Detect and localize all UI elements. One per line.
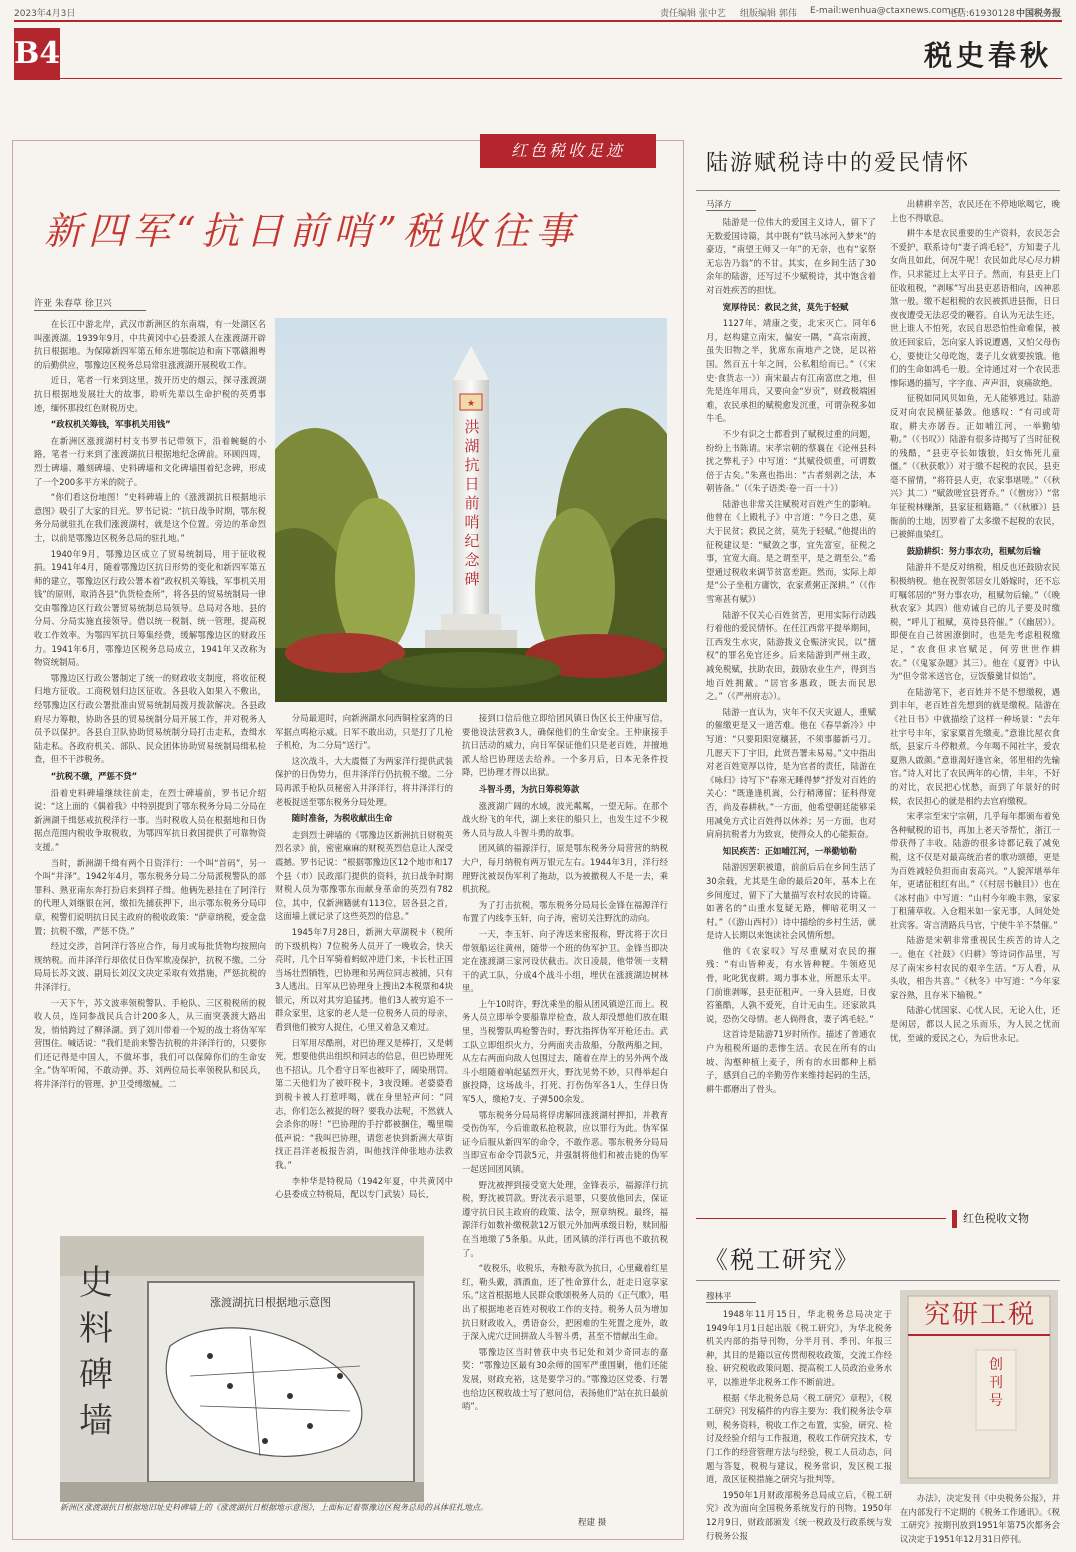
left-article-column-2 [275, 712, 453, 1236]
paragraph: 为了打击抗税，鄂东税务分局局长金锋在福源洋行布置了内线李玉轩，向子涛，密切关注野沈的动向。 [462, 899, 668, 924]
issue-date: 2023年4月3日 [14, 9, 76, 19]
paragraph: 陆游也非常关注赋税对百姓产生的影响。他曾在《上殿札子》中言道：“今日之患，莫大于民贫；救民之贫，莫先于轻赋。”他提出的征税建议是：“赋敛之事，宜先富室，征税之事，宜宽大商。是之谓至平，是之谓至公。”希望通过税收来调节贫富差距。然而，实际上却是“公子坐租方庸饮，农家煮粥正深耕。”（《作雪寒甚有赋》） [706, 498, 876, 605]
journal-cover-subtitle: 创刊号 [989, 1357, 1003, 1409]
paragraph: 陆游因罢职被遣，前前后后在乡间生活了30余载，尤其是生命的最后20年，基本上在乡间度过，留下了大量描写农村农民的诗篇。如著名的“山重水复疑无路，柳暗花明又一村。”（《游山西村》）诗中描绘的乡村生活，就是诗人长期以来饱读社会风情所想。 [706, 862, 876, 941]
left-article-title: 新四军“抗日前哨”税收往事 [44, 209, 579, 253]
paragraph: 他的《农家叹》写尽重赋对农民的摧残：“有山皆种麦，有水皆种粳。牛领疮见骨，叱叱犹夜耕。竭力事本业，所愿乐太平。门前谁剥啄，县吏征租声。一身入县庭，日夜笞箠酷，人孰不爱死，自计无由生。还家欲具说，恐伤父母情。老人倘得食，妻子鸿毛轻。” [706, 945, 876, 1024]
paragraph: 1940年9月，鄂豫边区成立了贸易统制局，用于征收税捐。1941年4月，随着鄂豫边区抗日形势的变化和新四军第五师的建立，鄂豫边区行政公署本着“政权机关筹钱，军事机关用钱”的原则，取消各县“仇货检查所”，将各县的贸易统制局一律交由鄂豫边区行政公署贸易统制总局领导。总局对各地、县的分局、分局实施直接领导。借以统一税制、统一管理，提高税收工作效率。为鄂四军抗日筹集经费，缓解鄂豫边区的财政压力。1941年6月，鄂豫边区税务总局成立，1941年又改称为物资统制局。 [34, 548, 266, 668]
paragraph: 鄂豫边区行政公署制定了统一的财政收支制度，将收征税归地方征收。工商税划归边区征收。各县收入如果入不敷出，经鄂豫边区行政公署批准由贸易统制局拨月拨款解决。各县政府尽力筹粮，协助各县的贸易统制分局开展工作，并对税务人员予以保护。各县自卫队协助贸易统制分局打击走私，查缉水陆走私。各政府机关、部队、民众团体协助贸易统制局缉私检查，但不干涉税务。 [34, 672, 266, 765]
paragraph: 李仲华是特税局（1942年夏，中共黄冈中心县委成立特税局，配以专门武装）局长， [275, 1175, 453, 1200]
paragraph: 1948年11月15日，华北税务总局决定于1949年1月1日起出版《税工研究》，为华北税务机关内部的指导刊物，分半月刊、季刊、年报三种，其目的是籍以宣传贯彻税收政策，交流工作经验、研究税收政策问题、提高税工人员政治业务水平，以推进华北税务工作不断前进。 [706, 1309, 892, 1387]
paragraph: 耕牛本是农民重要的生产资料，农民怎会不爱护，联系诗句“妻子鸿毛轻”，方知妻子儿女尚且如此，何况牛呢！农民如此尽心尽力耕作，只求能过上太平日子。然而，有县吏上门征收租税，“剥啄”写出县吏恶语相向，凶神恶煞一般。缴不起租税的农民被抓进县衙，日日夜夜遭受无法忍受的鞭笞。自认为无法生还，世上谁人不怕死，农民自思恐怕性命难保，被放还回家后，怎向家人诉说遭遇，又怕父母伤心，要使让父母吃饱，妻子儿女就要挨饿。他们的生命如鸿毛一般。全诗通过对一个农民悲惨际遇的描写，字字血、声声泪，哀痛欲绝。 [890, 228, 1060, 388]
header-strip [0, 0, 1076, 20]
paragraph: 宋孝宗至宋宁宗朝，几乎每年都颁布着免各种赋税的诏书，再加上老天爷帮忙，浙江一带获得了丰收。陆游的很多诗都记载了减免税，这不仅是对最高统治者的歌功颂德，更是为百姓减轻负担而由衷高兴。“人貌浑堪举年年，更诸征租红有出。”（《村居书触目》）也在《冰村曲》中写道：“山村今年晚丰熟，家家丁租蒲草收。入仓粗米如一家无事，人间处处社宾客。寄言清路兵马官，宁使牛羊不禁催。” [890, 811, 1060, 930]
wall-map-title: 涨渡湖抗日根据地示意图 [210, 1296, 331, 1309]
header-subrule [60, 78, 1062, 79]
paragraph: 这次战斗，大大震慑了为两家洋行提供武装保护的日伪势力，但井泽洋行仍抗税不缴。二分局再派手枪队员秘密入井泽洋行，将井泽洋行的老板捉送至鄂东税务分局处理。 [275, 755, 453, 807]
right-article-column-2 [890, 198, 1060, 1200]
right-title-rule [696, 190, 1060, 191]
svg-text:★: ★ [466, 399, 476, 409]
photo-caption: 新洲区涨渡湖抗日根据地旧址史料碑墙上的《涨渡湖抗日根据地示意图》，上面标记着鄂豫边区税务总局的具体驻扎地点。 [60, 1503, 488, 1512]
photographer-credit: 程建 摄 [578, 1518, 607, 1528]
paragraph: 办法》，决定发刊《中央税务公报》，并在内部发行不定期的《税务工作通讯》。《税工研究》按期刊放到1951年第75次都务会议决定于1951年12月31日停刊。 [900, 1493, 1060, 1544]
paragraph: 走到烈士碑墙的《鄂豫边区新洲抗日财税英烈名录》前，密密麻麻的财税英烈信息让人深受震撼。罗书记说：“根据鄂豫边区12个地市和17个县（市）民政部门提供的资料，抗日战争时期财税人员为鄂豫鄂东而献身革命的英烈有782位，其中，仅新洲籍就有113位，居各县之首，这面墙上就记录了这些英烈的信息。” [275, 829, 453, 922]
paragraph: 陆游不仅关心百姓贫苦，更用实际行动践行着他的爱民情怀。在任江西常平提举期间，江西发生水灾，陆游拨义仓赈济灾民，以“擅权”的罪名免官还乡。后来陆游到严州主政，减免税赋，扶助农田，鼓励农业生产，得到当地百姓拥戴。“居官多惠政，既去而民思之。”（《严州府志》）。 [706, 609, 876, 702]
second-author-rule [706, 1302, 756, 1303]
paragraph: 不少有识之士都看到了赋税过重的问题，纷纷上书陈请。宋孝宗朝的蔡襄在《论州县科扰之弊札子》中写道：“其赋役烦重，可谓数倍于古矣。”朱熹也指出：“古者刻剥之法，本朝皆备。”（《朱子语类·卷一百一十》） [706, 428, 876, 494]
paragraph: 鄂豫边区当时曾获中央书记处和刘少奇同志的嘉奖：“鄂豫边区最有30余师的国军严重围剿，他们还能发展，财政充裕，这是要学习的。”鄂豫边区党委、行署也给边区税收战士写了慰问信，表扬他们“站在抗日最前哨”。 [462, 1346, 668, 1412]
column-tag-rule [696, 1218, 946, 1219]
left-article-column-3 [462, 712, 668, 1492]
newspaper-name: 中国税务报 [1016, 9, 1062, 19]
header-rule [14, 20, 1062, 22]
journal-cover-title: 究研工税 [923, 1300, 1036, 1330]
paragraph: 一天下午，苏文波率领税警队、手枪队、三区税税所的税收人员，连同参战民兵合计200多人，从三面突袭渡大路出发，悄悄跨过了柳泽湖。到了刘川带着一个短的战士将伪军军营围住。喊话说：“我们是前来警告抗税的井泽洋行的，只要你们还记得是中国人，不做坏事，我们可以保障你们的生命安全。”伪军听闻，不敢动弹。苏、刘两位局长率领税队和民兵，将井泽洋行的管理、护卫受缚缴械。二 [34, 997, 266, 1090]
paragraph: 野沈被押到接受宽大处理，金锋表示，福源洋行抗税，野沈被罚款。野沈表示退罪，只要放他回去，保证遵守抗日民主政府的政策、法令，照章纳税。最终，福源洋行如数补缴税款12万银元外加两承级日粉，赎回船在当地缴了5条船。从此，团风镇的洋行再也不敢抗税了。 [462, 1179, 668, 1258]
subheading: “政权机关筹钱，军事机关用钱” [50, 419, 171, 430]
paragraph: 涨渡湖广阔的水域，波光粼粼，一望无际。在那个战火纷飞的年代，湖上来往的船只上，也发生过不少税务人员与敌人斗智斗勇的故事。 [462, 800, 668, 838]
paragraph: 1127年，靖康之变，北宋灭亡。同年6月，赵构建立南宋，偏安一隅，“高宗南渡，虽失旧物之半，犹席东南地产之饶，足以裕国。然百五十年之间，公私粗给而已。”（《宋史·食货志一》）南宋最占有江南富庶之地，但先是连年用兵，又要向金“岁贡”，财政极端困难，农民承担的赋税愈发沉重，可谓杂税多如牛毛。 [706, 318, 876, 424]
editor-phone: 电话:61930128 [948, 9, 1015, 19]
subheading: “抗税不缴，严惩不贷” [50, 771, 138, 781]
paragraph: 1945年7月28日，新洲大草湖税卡（税所的下级机构）7位税务人员开了一晚收会，快天亮时，几个日军骑着蚂蚁冲进门来，卡长杜正国当场壮烈牺牲，巴协理和另两位同志被捕，只有3人逃出。日军从巴协理身上搜出2本税票和4块银元，所以对其穷追猛拷。他们3人被穷追不一群众家里，这家的老人是一位税务人员的母亲，看到他们被穷人捉住，心里又着急又难过。 [275, 926, 453, 1033]
paragraph: 鄂东税务分局局将俘虏解回涨渡湖村押扣，并教育受伤伪军，今后谁敢私抢税款，应以罪行为此。伪军保证今后服从新四军的命令，不敢作恶。鄂东税务分局局当即宣布命令罚款5元，并强制将他们和被击毙的伪军一起送回团风镇。 [462, 1109, 668, 1174]
subheading: 鼓励耕织：努力事农功，租赋勿后输 [906, 545, 1041, 556]
paragraph: 经过交涉，首阿洋行答应合作，每月或每批货物均按照向规纳税。而井泽洋行却依仗日伪军欺凌保护，抗税不缴。二分局局长苏文波、副局长刘汉文决定采取有效措施，严惩抗税的井泽洋行。 [34, 941, 266, 992]
authors-rule [34, 310, 146, 311]
paragraph: 日军用尽酷刑，对巴协理又是棒打，又是刺死，想要他供出组织和同志的信息，但巴协理死也不招认。几个看守日军也被吓了，阔染刑罚。第二天他们为了被吓税卡，3夜没睡。老婆婆看到税卡被人打惹呼喝，就在身里轻声问：“同志，你们怎么被捉的呀？要我办法呢，不然就人会杀你的呀！”巴协理的手拧都被捆住，嘴里喘低声说：“我叫巴协理，请您老快到新洲大草街找正昌洋老板报告消，叫他找洋伸张地办法救我。” [275, 1037, 453, 1170]
paragraph: 在长江中游北岸，武汉市新洲区的东南端，有一处湖区名叫涨渡湖。1939年9月，中共黄冈中心县委派人在涨渡湖开辟抗日根据地。为保障新四军第五师东进鄂皖边和南下鄂赣湘粤的后勤供应，鄂豫边区税务总局常驻涨渡湖开展税收工作。 [34, 319, 266, 370]
editor-email: E-mail:wenhua@ctaxnews.com.cn [810, 6, 964, 16]
paragraph: 近日，笔者一行来到这里，拨开历史的烟云，探寻涨渡湖抗日根据地发展壮大的故事，聆听先辈以生命护税的英勇事迹，缅怀那段红色财税历史。 [34, 375, 266, 413]
subheading: 随时准备，为税收献出生命 [291, 813, 393, 824]
right-article-column-1 [706, 216, 876, 1200]
second-article-column-2 [900, 1492, 1060, 1544]
paragraph: 团风镇的福源洋行，原是鄂东税务分局营营的纳税大户，每月纳税有两万银元左右。1944年3月，洋行经理野沈被误伪军利了拖劫，以为被撤税人不是一去，乘机抗税。 [462, 843, 668, 895]
column-tag-bar [952, 1210, 957, 1228]
second-article-author: 穆林平 [706, 1292, 732, 1302]
paragraph: 分局最退时，向新洲湖水问西铜栓家湾的日军据点鸣枪示威。日军不敢出动，只是打了几枪子机枪，为二分局“送行”。 [275, 713, 453, 751]
paragraph: 上午10时许，野沈乘坐的船从团风镇逆江而上。税务人员立即举令要船靠岸检查，敌人却没想他们放在眼里，当税警队鸣枪警告时，野沈指挥伪军开枪还击。武工队立即组织火力，分两面夹击敌船，分散两船之间，从左右两面向敌人包围过去，随着在岸上的另外两个战斗小组随着响起猛烈开火，野沈见势不妙，只得举起白旗投降，这场战斗，打死、打伤伪军各1人，生俘日伪军5人，缴枪7支、子弹500余发。 [462, 998, 668, 1105]
paragraph: 陆游是一位伟大的爱国主义诗人，留下了无数爱国诗篇，其中既有“铁马冰河入梦来”的豪迈，“南望王师又一年”的无奈，也有“家祭无忘告乃翁”的不甘。其实，在乡间生活了30余年的陆游，还写过不少赋税诗，其中饱含着对百姓疾苦的担忧。 [706, 217, 876, 295]
right-author-rule [706, 210, 756, 211]
paragraph: 在新洲区涨渡湖村村支书罗书记带领下，沿着蜿蜒的小路，笔者一行来到了涨渡湖抗日根据地纪念碑前。环顾四周，烈士碑墙、雕刻碑墙、史料碑墙和文化碑墙围着纪念碑，形成了一个200多平方米的院子。 [34, 435, 266, 487]
subheading: 宽厚待民：救民之贫，莫先于轻赋 [722, 301, 849, 312]
wall-title: 史料碑墙 [79, 1263, 113, 1441]
paragraph: “你们看这份地图！”史料碑墙上的《涨渡湖抗日根据地示意图》吸引了大家的目光。罗书记说：“抗日战争时期，鄂东税务分局就驻扎在我们涨渡湖村，就是这个位置。旁边的革命烈士，以前是鄂豫边区税务总局的驻扎地。” [34, 492, 266, 543]
paragraph: 1950年1月财政部税务总局成立后，《税工研究》改为面向全国税务系统发行的刊物。1950年12月9日，财政部颁发《统一税政及行政系统与发行税务公报 [706, 1489, 892, 1541]
paragraph: 陆游一直认为，灾年不仅天灾逼人，重赋的催缴更是又一道苦难。他在《春旱新冷》中写道：“只要阳阳宽穰甚，不须事藤新弓刀。几愿天下丁宇旧，此贤吾署未易易。”文中指出对老百姓宽厚以待，是为官者的责任，陆游在《咏归》诗写下“春寒无睡得梦”抒发对百姓的关心：“既逢逢机嵩，公行稍薄留；征科得宽否，尚及春耕秋。”一方面，他希望朝廷能够采用减免方式让百姓得以休养；另一方面，也对肩肩抗税者力为致哀，使得众人的心能振奋。 [706, 706, 876, 840]
paragraph: 征税如同风贝如鱼，无人能够逃过。陆游反对向农民横征暴敛。他感叹：“有司或苛取，耕夫亦孱吞。正如哺江河，一举勤劬勒。”（《书叹》）陆游有很多诗揭写了当时征税的残酷，“县吏亭长如饿狼，妇女怖死儿童僵。”（《秋获歌》）对于缴不起税的农民，县吏毫不留情，“将符县人吏，农家事堪嗟。”（《秋兴》其二）“赋敛嗟宜县胥乔。”（《僧房》）“常年征税林赚渐，县家征租籍籍。”（《秋雁》）县衙前的土地，因罗着了太多缴不起税的农民，已被鲜血染红。 [890, 393, 1060, 540]
paragraph: 陆游心忧国家、心忧人民，无论入仕，还是闲居，都以人民之乐而乐，为人民之忧而忧，至诚的爱民之心，为后世永记。 [890, 1005, 1060, 1043]
paragraph: 出耕耕辛苦，农民还在不停地吆喝它，晚上也不得歇息。 [890, 199, 1060, 223]
paragraph: 当时，新洲湖千缉有两个日资洋行：一个叫“首码”，另一个叫“井泽”。1942年4月，鄂东税务分局二分局派税警队的部罪科、熟亚南东奔打扮启来到样子缉。他俩先悬挂在了阿洋行的代理人刘继银在河，缴扣先捕获押下，出示鄂东税务分局印章，税警们说明抗日民主政府的税收政策：“萨章纳税，爱金盘置；抗税不缴，严惩不贷。” [34, 857, 266, 936]
column-tag-relics [952, 1208, 1062, 1230]
left-article-column-1 [34, 318, 266, 1230]
left-article-authors: 许亚 朱春草 徐卫兴 [34, 299, 112, 309]
journal-cover-photo [900, 1290, 1058, 1484]
paragraph: 一天，李玉轩、向子涛送来密报称，野沈将于次日带领船运往黄州，随带一个班的伪军护卫。金锋当即决定在涨渡湖三家河设伏截击。次日凌晨，他带领一支精干的武工队，分成4个战斗小组，埋伏在涨渡湖边树林里。 [462, 928, 668, 994]
history-wall-photo [60, 1236, 424, 1502]
paragraph: 陆游并不是反对纳税，相反也还鼓励农民积极纳税。他在祝贺邻居女儿婚嫁时，还不忘叮嘱邻居的“努力事农功，租赋勿后输。”（《晚秋农家》其四）他劝诫自己的儿子要及时缴税，“呼儿丁租赋，莫待县符催。”（《幽居》）。即便在自己贫困潦倒时，也是先考虑租税缴足，“农食但求官赋足，何劳世世作耕农。”（《鬼冢杂题》其三）。他在《夏胥》中认为“但令常米送官仓，豆饭藜羹甘似饴”。 [890, 562, 1060, 682]
paragraph: 这首诗是陆游71岁时所作。描述了普通农户为租税所逼的悲惨生活。农民在所有的山坡、沟壑种植上麦子，所有的水田都种上稻子，感到自己的辛勤劳作来维持起码的生活，耕牛都磨出了骨头。 [706, 1029, 876, 1094]
column-tag-label: 红色税收文物 [963, 1212, 1029, 1225]
page-number-badge: B4 [14, 28, 60, 80]
right-article-author: 马泽方 [706, 200, 732, 210]
column-tag-red-tax: 红色税收足迹 [480, 134, 656, 168]
second-title-rule [696, 1280, 1060, 1281]
paragraph: 沿着史料碑墙继续往前走，在烈士碑墙前，罗书记介绍说：“这上面的《偶着我》中特别提到了鄂东税务分局二分局在新洲湖千缉惩戒抗税洋行一事。当时税收人员在根据地和日伪据点范围内税收争取税收，为鄂四军抗日救国提供了可靠物资支援。” [34, 787, 266, 852]
paragraph: 在陆游笔下，老百姓并不是不想缴税，遇到丰年，老百姓首先想到的就是缴税。陆游在《社日书》中就描绘了这样一种场景：“去年社宇号丰年，家家粟首先缴麦。”意谁比屋衣食纸，县家斤斗停粮煮。今年喝不闻社字，爱农夏熟人啟颜。”意谁渴好逢官籴，邻里相约先输官。”诗人对比了农民两年的心情，丰年，不好的对比，农民把心忧愁，而到了年景好的时候，农民担心的就是相约去官府缴税。 [890, 686, 1060, 806]
subheading: 知民疾苦：正如哺江河，一举勤劬勒 [722, 845, 857, 856]
paragraph: 接到口信后他立即给团风镇日伪区长王仲康写信，要他设法营救3人，确保他们的生命安全。王仲康接手抗日活动的威力，向日军保证他们只是老百姓，并擅地派人给巴协理送去给养。一个多月后，日本无条件投降，巴协理才得以出狱。 [462, 713, 668, 778]
paragraph: 陆游是宋朝非常重视民生疾苦的诗人之一。他在《社鼓》《归耕》等诗词作品里，写尽了南宋乡村农民的艰辛生活。“万人看，从头收，相告共喜。”《秋冬》中写道：“今年家家谷熟，且存米下输税。” [890, 935, 1060, 1000]
subheading: 斗智斗勇，为抗日筹税筹款 [478, 783, 580, 794]
right-article-title: 陆游赋税诗中的爱民情怀 [706, 151, 971, 176]
second-article-column-1 [706, 1308, 892, 1544]
monument-photo [275, 318, 667, 702]
section-title: 税史春秋 [923, 39, 1052, 72]
designer-credit: 组版编辑 郭伟 [740, 9, 797, 19]
monument-inscription: 洪湖抗日前哨纪念碑 [464, 418, 480, 588]
second-article-title: 《税工研究》 [704, 1246, 860, 1274]
paragraph: 根据《华北税务总局〈税工研究〉章程》，《税工研究》刊发稿件的内容主要为：我们税务法令草则，税务资料，税收工作之布置，实验，研究、检讨及经验介绍与工作报道，税收工作研究技术，专门工作的经营管理方法与经验，税工人员动态，问题与答复，税税与建议，税务常识，发区税工报道，敌区征税措施之研究与批判等。 [706, 1392, 892, 1485]
editor-credit: 责任编辑 张中艺 [660, 9, 726, 19]
paragraph: “收税乐，收税乐，寿粮寿款为抗日，心里藏着红星红，勒头戴，酒酒血，还了性命算什么，赶走日寇享家乐。”这首根据地人民群众歌颂税务人员的《正气歌》，唱出了根据地老百姓对税收工作的支持。税务人员为增加抗日财政收入，勇语奋公，把困难的生死置之度外，敢于深入虎穴迂回拼敌人斗智斗勇，甚至不惜献出生命。 [462, 1263, 668, 1342]
